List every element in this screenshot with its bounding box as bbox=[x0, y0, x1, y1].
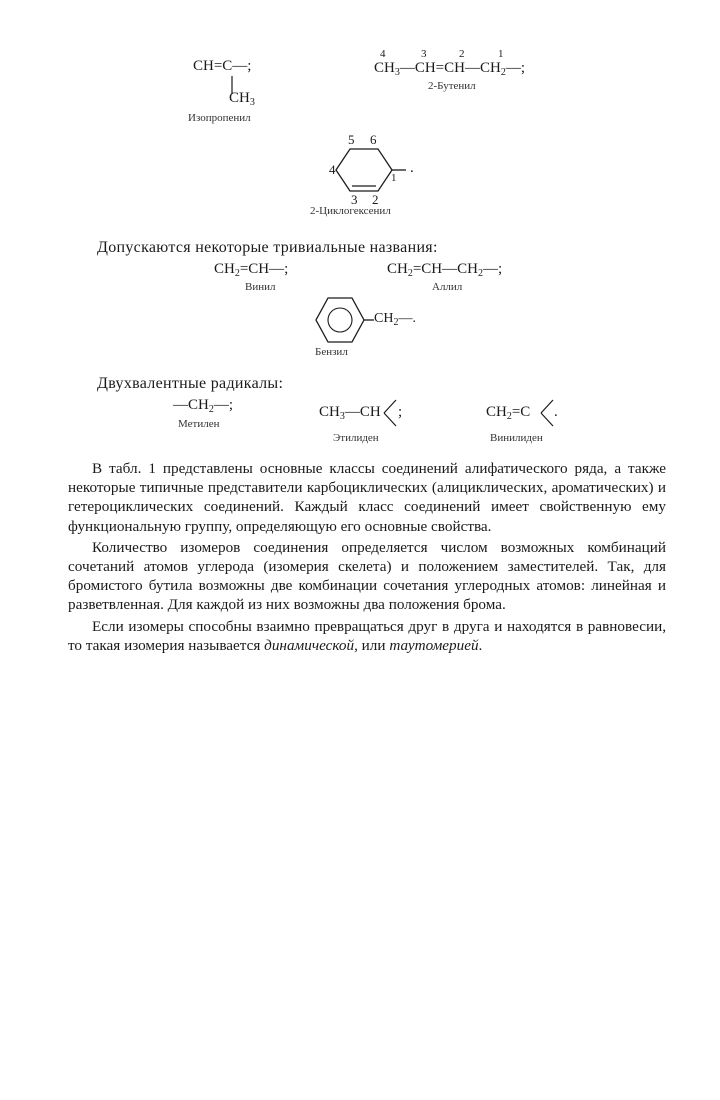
ring-number-1: 1 bbox=[391, 172, 397, 184]
term-tautomerism: таутомерией bbox=[389, 636, 479, 654]
butenyl-name: 2-Бутенил bbox=[428, 80, 476, 92]
cyclohexene-ring bbox=[330, 140, 430, 200]
methylene-name: Метилен bbox=[178, 418, 220, 430]
allyl-name: Аллил bbox=[432, 281, 463, 293]
butenyl-formula: $CH_3—CH=CH—CH_2—$; bbox=[374, 60, 525, 78]
paragraph-isomers: Количество изомеров соединения определяется числом возможных комбинаций сочетаний атомов углерода (изомерия скелета) и положением заместителей. Так, для бромистого бутила возможны две комбинации сочетания углеродных атомов: линейная и разветвленная. Для каждой из них возможны два положения брома. bbox=[68, 538, 666, 614]
butenyl-number-2: 2 bbox=[459, 48, 465, 60]
allyl-formula: $CH_2=CH—CH_2—$; bbox=[387, 261, 503, 279]
body-text bbox=[68, 459, 666, 657]
isopropenyl-name: Изопропенил bbox=[188, 112, 251, 124]
benzyl-name: Бензил bbox=[315, 346, 348, 358]
cyclohexenyl-dot: . bbox=[410, 160, 414, 176]
ring-number-3: 3 bbox=[351, 192, 358, 207]
isopropenyl-methyl: $CH_3$ bbox=[229, 90, 255, 108]
benzyl-group: $CH_2—$. bbox=[374, 311, 416, 328]
paragraph-classes: В табл. 1 представлены основные классы соединений алифатического ряда, а также некоторые типичные представители карбоциклических (алициклических, ароматических) и гетероциклических соединений. Каждый класс соединений имеет свойственную ему функциональную группу, определяющую его основные свойства. bbox=[68, 460, 666, 535]
ring-number-5: 5 bbox=[348, 132, 355, 147]
ethylidene-name: Этилиден bbox=[333, 432, 379, 444]
ethylidene-tail: ; bbox=[398, 404, 403, 420]
vinylidene-name: Винилиден bbox=[490, 432, 543, 444]
methylene-formula: $—CH_2—$; bbox=[173, 397, 234, 415]
butenyl-number-1: 1 bbox=[498, 48, 504, 60]
ring-number-6: 6 bbox=[370, 132, 377, 147]
vinyl-formula: $CH_2=CH—$; bbox=[214, 261, 289, 279]
divalent-radicals-heading: Двухвалентные радикалы: bbox=[97, 375, 284, 392]
term-dynamic: динамической bbox=[264, 636, 355, 654]
butenyl-number-3: 3 bbox=[421, 48, 427, 60]
paragraph-tautomerism: Если изомеры способны взаимно превращаться друг в друга и находятся в равновесии, то такая изомерия называется динамической, или таутомерией. bbox=[68, 617, 666, 654]
butenyl-number-4: 4 bbox=[380, 48, 386, 60]
ethylidene-formula: $CH_3—CH$ bbox=[319, 404, 381, 422]
ring-number-2: 2 bbox=[372, 192, 379, 207]
trivial-names-heading: Допускаются некоторые тривиальные названия: bbox=[97, 239, 438, 256]
vinylidene-formula: $CH_2=C$ bbox=[486, 404, 531, 422]
isopropenyl-formula-top: CH=C—; bbox=[193, 58, 252, 74]
vinylidene-tail: . bbox=[554, 404, 558, 420]
ring-number-4: 4 bbox=[329, 162, 336, 177]
vinyl-name: Винил bbox=[245, 281, 276, 293]
cyclohexenyl-name: 2-Циклогексенил bbox=[310, 205, 391, 217]
